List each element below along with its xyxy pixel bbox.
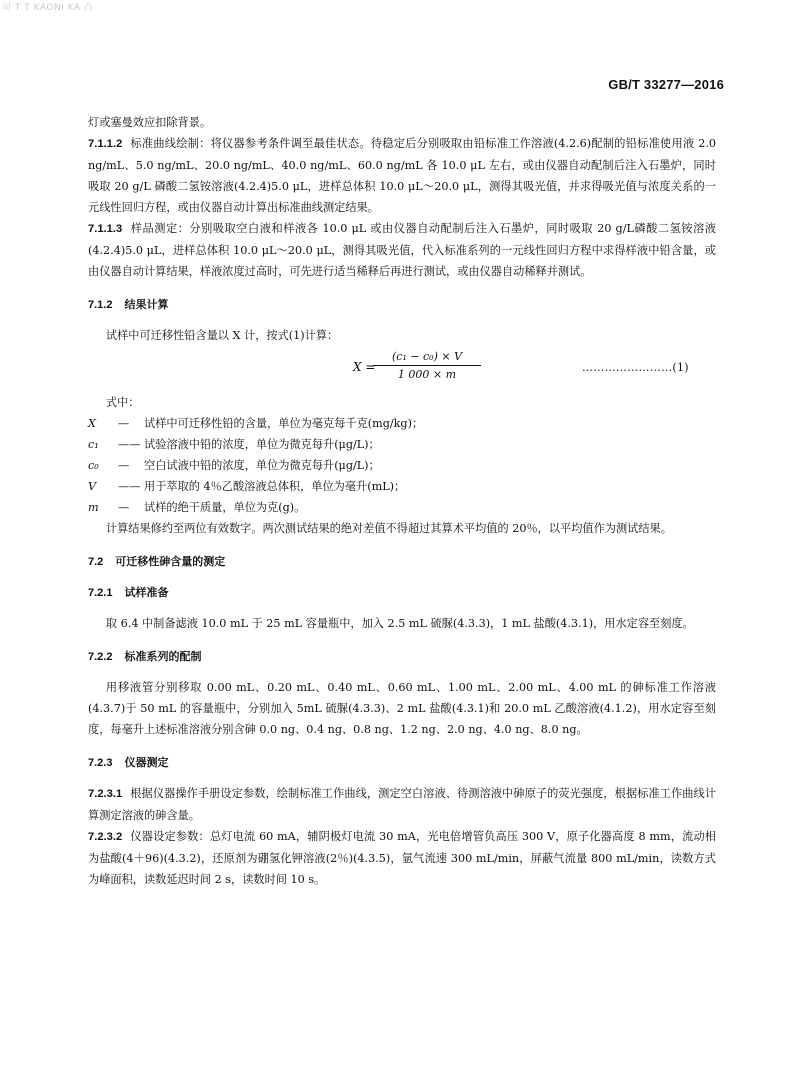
- section-number: 7.2: [88, 556, 104, 568]
- symbol-dash: —: [118, 417, 130, 430]
- clause-text: 仪器设定参数：总灯电流 60 mA，辅阴极灯电流 30 mA，光电倍增管负高压 300 V，原子化器高度 8 mm，流动相为盐酸(4＋96)(4.3.2)，还原剂为硼氢化钾溶液(2％)(4.3.5)，氩气流速 300 mL/min，屏蔽气流量 800 mL/min，读数方式为峰面积，读数延迟时间 2 s，读数时间 10 s。: [88, 830, 716, 886]
- symbol-description: 试样中可迁移性铅的含量，单位为毫克每千克(mg/kg)；: [144, 417, 424, 430]
- clause-7-1-1-2: [88, 133, 716, 218]
- symbol: m: [88, 501, 99, 514]
- section-heading-7-2-2: [88, 646, 716, 668]
- symbol-row: [88, 455, 716, 476]
- section-title: 结果计算: [124, 298, 169, 311]
- symbol: c₁: [88, 438, 99, 451]
- symbol: c₀: [88, 459, 99, 472]
- formula-lhs: X =: [353, 360, 376, 374]
- clause-7-2-3-1: [88, 783, 716, 826]
- formula-numerator: (c₁ − c₀) × V: [373, 348, 481, 366]
- section-number: 7.2.2: [88, 651, 113, 663]
- formula-intro: 试样中可迁移性铅含量以 X 计，按式(1)计算：: [105, 329, 339, 342]
- clause-text: 标准曲线绘制：将仪器参考条件调至最佳状态。待稳定后分别吸取由铅标准工作溶液(4.2.6)配制的铅标准使用液 2.0 ng/mL、5.0 ng/mL、20.0 ng/mL、40.0 ng/mL、60.0 ng/mL 各 10.0 μL 左右，或由仪器自动配制后注入石墨炉，同时吸取 20 g/L 磷酸二氢铵溶液(4.2.4)5.0 μL，进样总体积 10.0 μL～20.0 μL，测得其吸光值，并求得吸光值与浓度关系的一元线性回归方程，或由仪器自动计算出标准曲线测定结果。: [88, 137, 716, 214]
- clause-text: 根据仪器操作手册设定参数，绘制标准工作曲线，测定空白溶液、待测溶液中砷原子的荧光强度，根据标准工作曲线计算测定溶液的砷含量。: [88, 787, 716, 822]
- section-title: 试样准备: [124, 586, 169, 599]
- section-heading-7-2-3: [88, 752, 716, 774]
- clause-text: 样品测定：分别吸取空白液和样液各 10.0 μL 或由仪器自动配制后注入石墨炉，同时吸取 20 g/L磷酸二氢铵溶液(4.2.4)5.0 μL，进样总体积 10.0 μL～20.0 μL，测得其吸光值，代入标准系列的一元线性回归方程中求得样液中铅含量，或由仪器自动计算结果，样液浓度过高时，可先进行适当稀释后再进行测试，或由仪器自动稀释并测试。: [88, 222, 716, 278]
- clause-7-2-3-2: [88, 826, 716, 890]
- symbol-dash: ——: [118, 480, 141, 493]
- clause-number: 7.2.3.1: [88, 788, 123, 800]
- watermark: 司 T T KAONI KA 凸: [2, 3, 94, 13]
- section-title: 可迁移性砷含量的测定: [115, 555, 226, 568]
- continuation-text: 灯或塞曼效应扣除背景。: [88, 116, 212, 129]
- formula-1: [88, 348, 716, 388]
- symbol-description: 试样的绝干质量，单位为克(g)。: [144, 501, 306, 514]
- clause-number: 7.1.1.2: [88, 138, 123, 150]
- symbol-row: [88, 476, 716, 497]
- section-number: 7.2.3: [88, 757, 113, 769]
- section-heading-7-2-1: [88, 582, 716, 604]
- symbol-list: [88, 413, 716, 518]
- formula-fraction: [373, 348, 481, 384]
- symbol-description: 空白试液中铅的浓度，单位为微克每升(μg/L)；: [144, 459, 380, 472]
- symbol-dash: ——: [118, 438, 141, 451]
- symbol-dash: —: [118, 459, 130, 472]
- standard-number: GB/T 33277—2016: [608, 77, 724, 92]
- symbol-row: [88, 497, 716, 518]
- symbol-row: [88, 434, 716, 455]
- where-label: 式中：: [105, 396, 140, 409]
- section-title: 仪器测定: [124, 756, 169, 769]
- calculation-note: 计算结果修约至两位有效数字。两次测试结果的绝对差值不得超过其算术平均值的 20％，以平均值作为测试结果。: [105, 522, 672, 535]
- clause-7-1-1-3: [88, 218, 716, 282]
- section-number: 7.1.2: [88, 299, 113, 311]
- section-title: 标准系列的配制: [124, 650, 202, 663]
- symbol-description: 用于萃取的 4％乙酸溶液总体积，单位为毫升(mL)；: [144, 480, 406, 493]
- symbol-dash: —: [118, 501, 130, 514]
- symbol: V: [88, 480, 97, 493]
- symbol: X: [88, 417, 96, 430]
- symbol-row: [88, 413, 716, 434]
- section-heading-7-2: [88, 551, 716, 573]
- standard-series-text: 用移液管分别移取 0.00 mL、0.20 mL、0.40 mL、0.60 mL、1.00 mL、2.00 mL、4.00 mL 的砷标准工作溶液(4.3.7)于 50 mL 的容量瓶中，分别加入 5mL 硫脲(4.3.3)、2 mL 盐酸(4.3.1)和 20.0 mL 乙酸溶液(4.1.2)，用水定容至刻度，每毫升上述标准溶液分别含砷 0.0 ng、0.4 ng、0.8 ng、1.2 ng、2.0 ng、4.0 ng、8.0 ng。: [88, 681, 716, 736]
- clause-number: 7.2.3.2: [88, 831, 123, 843]
- symbol-description: 试验溶液中铅的浓度，单位为微克每升(μg/L)；: [144, 438, 380, 451]
- sample-prep-text: 取 6.4 中制备滤液 10.0 mL 于 25 mL 容量瓶中，加入 2.5 mL 硫脲(4.3.3)，1 mL 盐酸(4.3.1)，用水定容至刻度。: [105, 617, 694, 630]
- formula-number: ……………………(1): [582, 361, 689, 374]
- section-number: 7.2.1: [88, 587, 113, 599]
- document-body: [88, 112, 716, 890]
- formula-denominator: 1 000 × m: [397, 368, 457, 381]
- section-heading-7-1-2: [88, 294, 716, 316]
- clause-number: 7.1.1.3: [88, 223, 123, 235]
